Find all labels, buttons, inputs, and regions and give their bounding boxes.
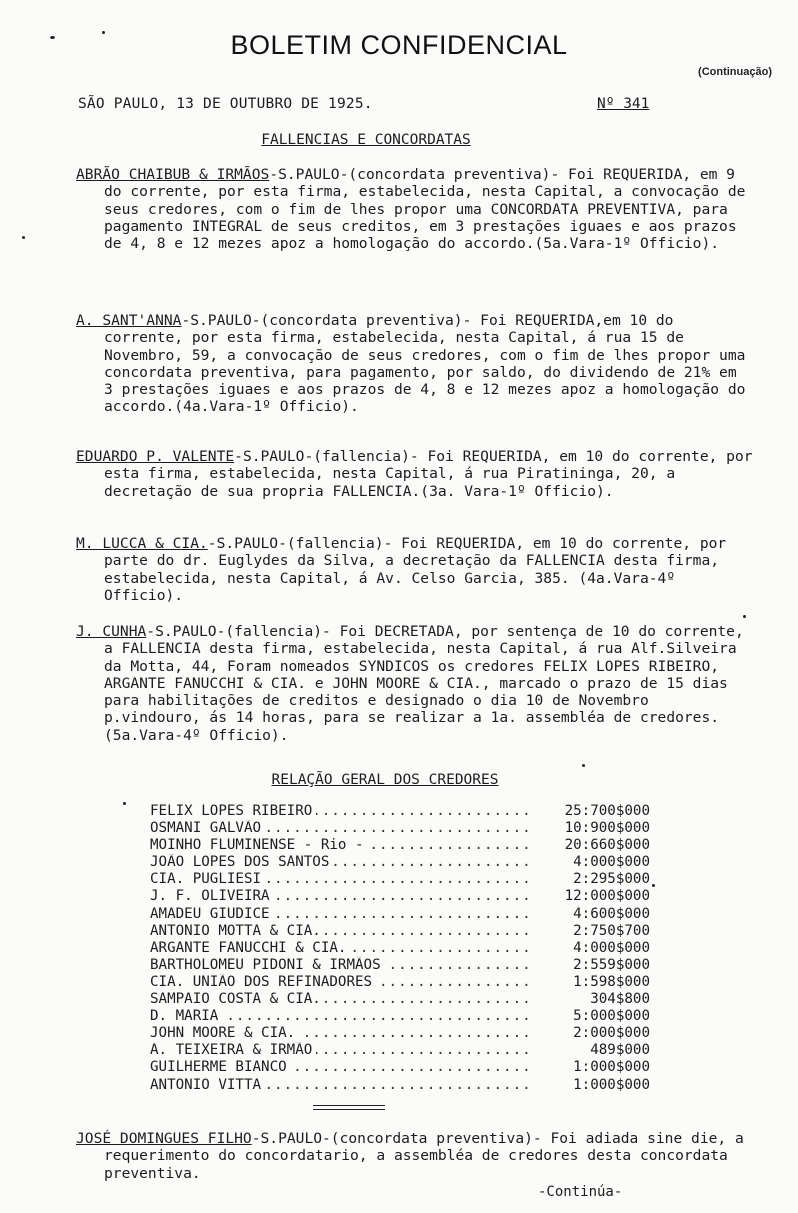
entry-text: -S.PAULO-(concordata preventiva)- Foi adiada sine die, a requerimento do concordatario, a assembléa de credores desta concordata preventiva.: [104, 1130, 744, 1182]
ink-speck: [582, 764, 585, 767]
creditor-row: [150, 940, 650, 957]
creditor-amount: 1:000$000: [573, 1076, 650, 1093]
document-title: BOLETIM CONFIDENCIAL: [230, 30, 568, 60]
creditor-amount: 1:000$000: [573, 1059, 650, 1076]
entry-name: EDUARDO P. VALENTE: [76, 448, 235, 465]
creditors-heading: RELAÇÃO GERAL DOS CREDORES: [271, 772, 499, 788]
creditor-amount: 12:000$000: [564, 888, 650, 905]
entry-cunha: [76, 623, 754, 744]
creditor-amount: 20:660$000: [564, 837, 650, 854]
entry-jose-domingues: [76, 1130, 754, 1182]
ink-speck: [50, 36, 55, 39]
creditor-row: [150, 854, 650, 871]
creditor-name: GUILHERME BIANCO: [150, 1059, 291, 1075]
entry-name: ABRÃO CHAIBUB & IRMÃOS: [76, 166, 270, 183]
creditor-amount: 25:700$000: [564, 803, 650, 819]
entry-lucca: [76, 535, 754, 604]
entry-name: M. LUCCA & CIA.: [76, 535, 208, 552]
entry-text: -S.PAULO-(concordata preventiva)- Foi REQUERIDA,em 10 do corrente, por esta firma, estabelecida, nesta Capital, á rua 15 de Novembro, 59, a convocação de seus credores, com o fim de lhes propor uma concordata preventiva, para pagamento, por saldo, do dividendo de 21% em 3 prestações iguaes e aos prazos de 4, 8 e 12 mezes apoz a homologação do accordo.(4a.Vara-1º Officio).: [104, 312, 746, 416]
creditor-row: [150, 1042, 650, 1059]
creditor-name: J. F. OLIVEIRA: [150, 888, 274, 904]
creditor-name: FELIX LOPES RIBEIRO: [150, 803, 316, 819]
creditor-row: [150, 974, 650, 991]
creditor-amount: 10:900$000: [564, 820, 650, 837]
creditor-name: SAMPAIO COSTA & CIA.: [150, 991, 325, 1007]
creditor-name: A. TEIXEIRA & IRMÃO: [150, 1042, 316, 1058]
creditor-amount: 4:600$000: [573, 905, 650, 922]
entry-name: JOSÉ DOMINGUES FILHO: [76, 1130, 252, 1147]
entry-abrao-chaibub: [76, 166, 754, 252]
entry-name: A. SANT'ANNA: [76, 312, 182, 329]
creditor-row: [150, 991, 650, 1008]
creditor-amount: 4:000$000: [573, 939, 650, 956]
entry-text: -S.PAULO-(fallencia)- Foi REQUERIDA, em 10 do corrente, por parte do dr. Euglydes da Silva, a decretação da FALLENCIA desta firma, estabelecida, nesta Capital, á Av. Celso Garcia, 385. (4a.Vara-4º Officio).: [104, 535, 727, 604]
continues-marker: -Continúa-: [538, 1184, 623, 1200]
creditor-name: ANTONIO MOTTA & CIA.: [150, 923, 325, 939]
creditor-amount: 2:295$000: [573, 871, 650, 888]
entry-text: -S.PAULO-(fallencia)- Foi REQUERIDA, em 10 do corrente, por esta firma, estabelecida, nesta Capital, á rua Piratininga, 20, a decretação de sua propria FALLENCIA.(3a. Vara-1º Officio).: [104, 448, 753, 500]
creditor-amount: 1:598$000: [573, 973, 650, 990]
ink-speck: [743, 615, 746, 618]
creditor-name: CIA. PUGLIESI: [150, 871, 265, 887]
bulletin-number: Nº 341: [597, 96, 650, 112]
entry-text: -S.PAULO-(concordata preventiva)- Foi REQUERIDA, em 9 do corrente, por esta firma, estabelecida, nesta Capital, a convocação de seus credores, com o fim de lhes propor uma CONCORDATA PREVENTIVA, para pagamento INTEGRAL de seus creditos, em 3 prestações iguaes e aos prazos de 4, 8 e 12 mezes apoz a homologação do accordo.(5a.Vara-1º Officio).: [104, 166, 746, 253]
creditor-name: AMADEU GIUDICE: [150, 906, 274, 922]
creditor-name: CIA. UNIÃO DOS REFINADORES: [150, 974, 376, 990]
creditor-name: OSMANI GALVÃO: [150, 820, 265, 836]
creditors-list: [150, 803, 650, 1094]
entry-eduardo-valente: [76, 448, 754, 500]
creditor-row: [150, 923, 650, 940]
creditor-amount: 2:000$000: [573, 1025, 650, 1042]
ink-speck: [22, 236, 25, 239]
ink-speck: [123, 802, 126, 805]
creditor-amount: 2:559$000: [573, 956, 650, 973]
creditor-row: [150, 871, 650, 888]
creditor-row: [150, 888, 650, 905]
creditor-row: [150, 1008, 650, 1025]
creditor-row: [150, 820, 650, 837]
creditor-name: MOINHO FLUMINENSE - Rio -: [150, 837, 368, 853]
creditor-row: [150, 1025, 650, 1042]
section-heading: FALLENCIAS E CONCORDATAS: [261, 132, 471, 148]
creditor-row: [150, 1059, 650, 1076]
creditor-name: BARTHOLOMEU PIDONI & IRMÃOS: [150, 957, 385, 973]
creditor-row: [150, 837, 650, 854]
creditor-row: [150, 1077, 650, 1094]
creditor-amount: 489$000: [590, 1042, 650, 1059]
creditor-name: JOHN MOORE & CIA.: [150, 1025, 299, 1041]
continuation-label: (Continuação): [698, 66, 772, 78]
ink-speck: [652, 884, 655, 887]
creditor-name: JOÃO LOPES DOS SANTOS: [150, 854, 333, 870]
creditor-amount: 2:750$700: [573, 922, 650, 939]
creditor-row: [150, 906, 650, 923]
creditor-name: D. MARIA: [150, 1008, 222, 1024]
creditor-amount: 304$800: [590, 991, 650, 1008]
creditor-name: ARGANTE FANUCCHI & CIA.: [150, 940, 350, 956]
creditor-amount: 4:000$000: [573, 854, 650, 871]
creditor-row: [150, 803, 650, 820]
entry-name: J. CUNHA: [76, 623, 147, 640]
creditor-amount: 5:000$000: [573, 1008, 650, 1025]
dateline: SÃO PAULO, 13 DE OUTUBRO DE 1925.: [78, 96, 373, 112]
ink-speck: [102, 31, 105, 34]
double-rule-divider: [313, 1105, 385, 1110]
entry-sant-anna: [76, 312, 754, 416]
entry-text: -S.PAULO-(fallencia)- Foi DECRETADA, por sentença de 10 do corrente, a FALLENCIA desta firma, estabelecida, nesta Capital, á rua Alf.Silveira da Motta, 44, Foram nomeados SYNDICOS os credores FELIX LOPES RIBEIRO, ARGANTE FANUCCHI & CIA. e JOHN MOORE & CIA., marcado o prazo de 15 dias para habilitações de creditos e designado o dia 10 de Novembro p.vindouro, ás 14 horas, para se realizar a 1a. assembléa de credores. (5a.Vara-4º Officio).: [104, 623, 744, 744]
creditor-row: [150, 957, 650, 974]
creditor-name: ANTONIO VITTA: [150, 1077, 265, 1093]
